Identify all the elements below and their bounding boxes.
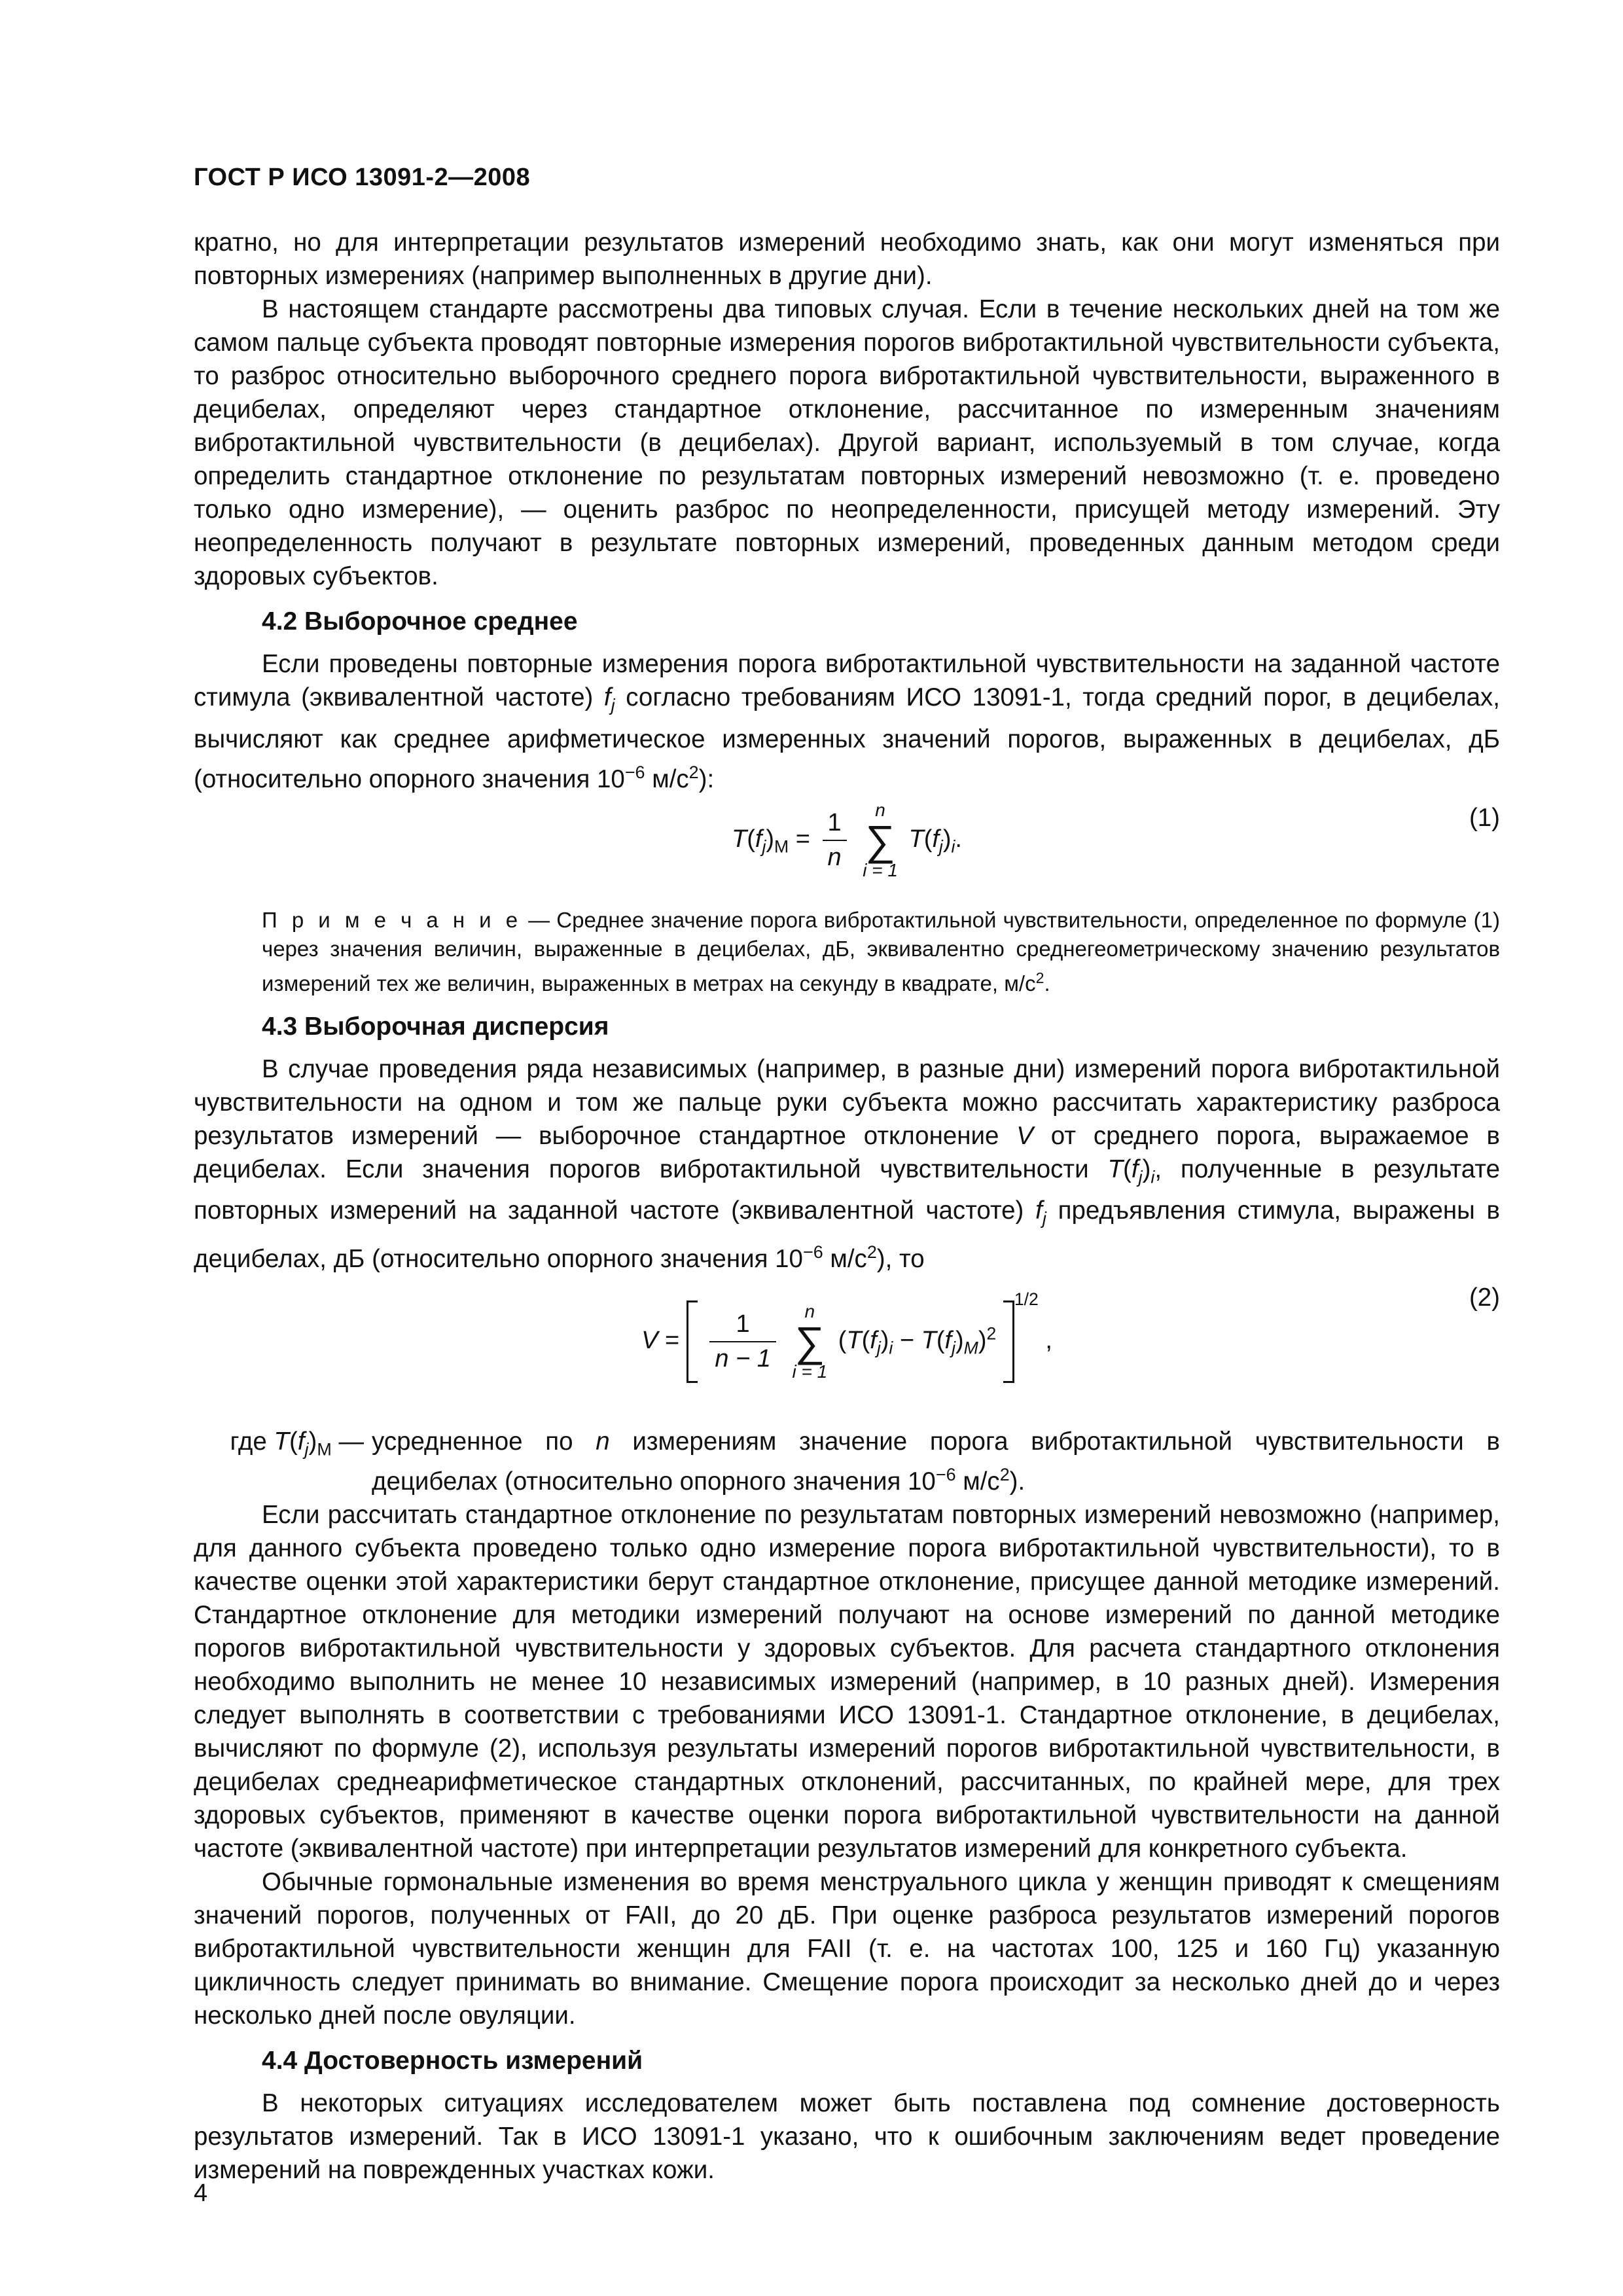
paragraph: Обычные гормональные изменения во время менструального цикла у женщин приводят к смещениям значений порогов, полученных от FAII, до 20 дБ. При оценке разброса результатов измерений порогов вибротактильной чувствительности женщин для FAII (т. е. на частотах 100, 125 и 160 Гц) указанную цикличность следует принимать во внимание. Смещение порога происходит за несколько дней до и через несколько дней после овуляции. <box>194 1867 1500 2030</box>
note: П р и м е ч а н и е — Среднее значение порога вибротактильной чувствительности, определенное по формуле (1) через значения величин, выраженные в децибелах, дБ, эквивалентно среднегеометрическому значению результатов измерений тех же величин, выраженных в метрах на секунду в квадрате, $м/с^2$. <box>262 907 1500 996</box>
page-number: 4 <box>194 2179 208 2207</box>
formula-2: V = $\frac{1}{n - 1}$ n ∑ i = 1 $(T(f_j)_i - T(f_j)_M)^2$ $^{1/2}$ , (2) <box>194 1281 1500 1418</box>
fraction: $\frac{1}{n}$ <box>823 806 847 874</box>
sum-symbol: n ∑ i = 1 <box>792 1300 828 1382</box>
fraction: $\frac{1}{n - 1}$ <box>709 1308 776 1376</box>
section-heading-4-2: 4.2 Выборочное среднее <box>262 607 578 636</box>
paragraph: Если рассчитать стандартное отклонение по результатам повторных измерений невозможно (например, для данного субъекта проведено только одно измерение порога вибротактильной чувствительности), то в качестве оценки этой характеристики берут стандартное отклонение, присущее данной методике измерений. Стандартное отклонение для методики измерений получают на основе измерений по данной методике порогов вибротактильной чувствительности у здоровых субъектов. Для расчета стандартного отклонения необходимо выполнить не менее 10 независимых измерений (например, в 10 разных дней). Измерения следует выполнять в соответствии с требованиями ИСО 13091-1. Стандартное отклонение, в децибелах, вычисляют по формуле (2), используя результаты измерений порогов вибротактильной чувствительности, в децибелах среднеарифметическое стандартных отклонений, рассчитанных, по крайней мере, для трех здоровых субъектов, применяют в качестве оценки порога вибротактильной чувствительности на данной частоте (эквивалентной частоте) при интерпретации результатов измерений для конкретного субъекта. <box>194 1500 1500 1863</box>
paragraph: В некоторых ситуациях исследователем может быть поставлена под сомнение достоверность результатов измерений. Так в ИСО 13091-1 указано, что к ошибочным заключениям ведет проведение измерений на поврежденных участках кожи. <box>194 2089 1500 2184</box>
paragraph: В настоящем стандарте рассмотрены два типовых случая. Если в течение нескольких дней на том же самом пальце субъекта проводят повторные измерения порогов вибротактильной чувствительности субъекта, то разброс относительно выборочного среднего порога вибротактильной чувствительности, выраженного в децибелах, определяют через стандартное отклонение, рассчитанное по измеренным значениям вибротактильной чувствительности (в децибелах). Другой вариант, используемый в том случае, когда определить стандартное отклонение по результатам повторных измерений невозможно (т. е. проведено только одно измерение), — оценить разброс по неопределенности, присущей методу измерений. Эту неопределенность получают в результате повторных измерений, проведенных данным методом среди здоровых субъектов. <box>194 295 1500 590</box>
page-content <box>194 226 1500 2187</box>
paragraph-4-2: Если проведены повторные измерения порога вибротактильной чувствительности на заданной частоте стимула (эквивалентной частоте) $f_j$ согласно требованиям ИСО 13091-1, тогда средний порог, в децибелах, вычисляют как среднее арифметическое измеренных значений порогов, выраженных в децибелах, дБ (относительно опорного значения $10^{-6}$ $м/с^2$): <box>194 650 1500 793</box>
paragraph: кратно, но для интерпретации результатов измерений необходимо знать, как они могут изменяться при повторных измерениях (например выполненных в другие дни). <box>194 228 1500 290</box>
section-heading-4-4: 4.4 Достоверность измерений <box>262 2046 643 2075</box>
section-heading-4-3: 4.3 Выборочная дисперсия <box>262 1012 609 1041</box>
where-clause: где $T(f_j)_М$ — усредненное по n измерениям значение порога вибротактильной чувствительности в децибелах (относительно опорного значения $10^{-6}$ $м/с^2$). <box>230 1427 1500 1496</box>
document-header: ГОСТ Р ИСО 13091-2—2008 <box>194 164 531 191</box>
formula-number: (1) <box>1469 803 1500 832</box>
formula-1: $T(f_j)_М$ = $\frac{1}{n}$ n ∑ i = 1 $T(f_j)_i$. (1) <box>732 799 1500 880</box>
left-bracket <box>687 1300 698 1383</box>
sum-symbol: n ∑ i = 1 <box>863 799 898 880</box>
formula-number: (2) <box>1469 1283 1500 1312</box>
right-bracket <box>1003 1300 1014 1383</box>
paragraph-4-3: В случае проведения ряда независимых (например, в разные дни) измерений порога вибротактильной чувствительности на одном и том же пальце руки субъекта можно рассчитать характеристику разброса результатов измерений — выборочное стандартное отклонение V от среднего порога, выражаемое в децибелах. Если значения порогов вибротактильной чувствительности $T(f_j)_i$, полученные в результате повторных измерений на заданной частоте (эквивалентной частоте) $f_j$ предъявления стимула, выражены в децибелах, дБ (относительно опорного значения $10^{-6}$ $м/с^2$), то <box>194 1054 1501 1273</box>
